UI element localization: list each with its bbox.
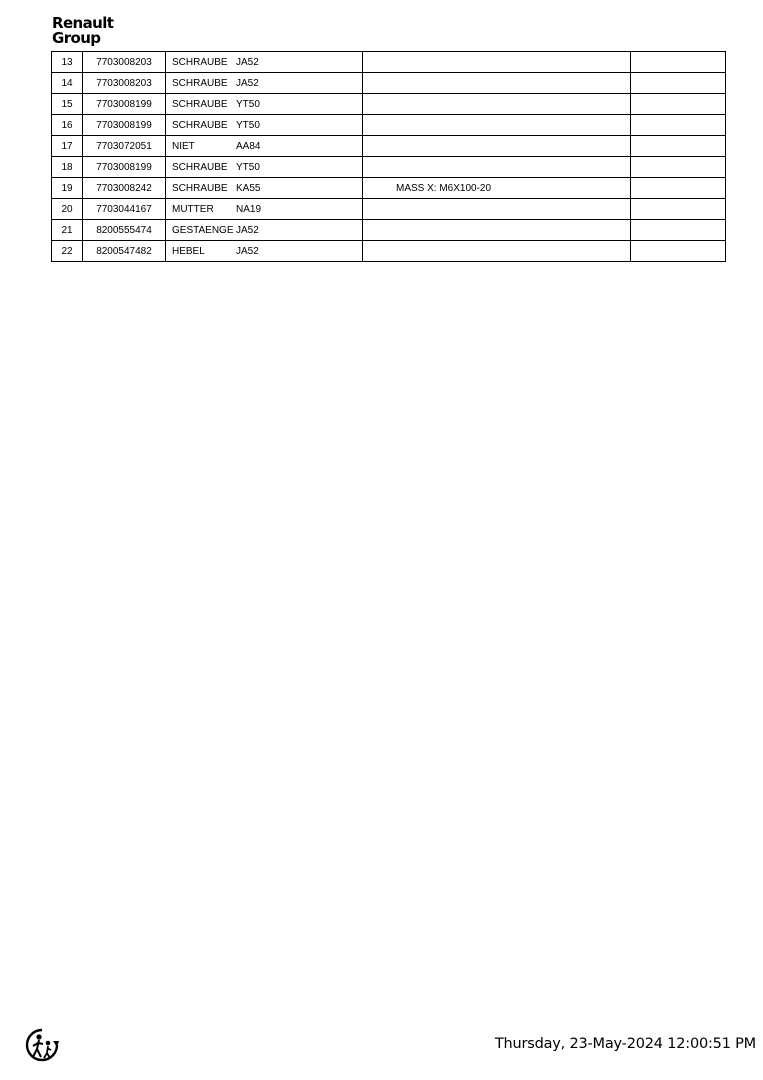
row-extra	[631, 199, 726, 220]
row-part-number: 7703008203	[83, 73, 166, 94]
row-description	[166, 241, 363, 262]
row-part-number: 7703008199	[83, 157, 166, 178]
row-part-code: YT50	[236, 161, 260, 173]
row-position: 17	[52, 136, 83, 157]
row-description	[166, 136, 363, 157]
table-row	[52, 115, 726, 136]
row-part-number: 7703008199	[83, 115, 166, 136]
row-part-code: JA52	[236, 245, 259, 257]
row-remark	[363, 199, 631, 220]
row-part-code: YT50	[236, 119, 260, 131]
row-description	[166, 199, 363, 220]
row-part-name: SCHRAUBE	[172, 119, 228, 131]
row-part-code: JA52	[236, 77, 259, 89]
row-position: 22	[52, 241, 83, 262]
renault-group-logo	[52, 16, 113, 46]
row-position: 21	[52, 220, 83, 241]
row-part-name: SCHRAUBE	[172, 161, 228, 173]
row-part-number: 7703008203	[83, 52, 166, 73]
row-remark-text: MASS X: M6X100-20	[396, 182, 492, 194]
row-part-number: 7703072051	[83, 136, 166, 157]
table-row	[52, 136, 726, 157]
row-remark	[363, 115, 631, 136]
table-row	[52, 241, 726, 262]
row-part-code: AA84	[236, 140, 261, 152]
row-position: 13	[52, 52, 83, 73]
row-description	[166, 220, 363, 241]
row-part-code: JA52	[236, 56, 259, 68]
row-extra	[631, 136, 726, 157]
row-part-name: SCHRAUBE	[172, 182, 228, 194]
row-position: 19	[52, 178, 83, 199]
row-description	[166, 73, 363, 94]
row-remark	[363, 136, 631, 157]
row-extra	[631, 73, 726, 94]
table-row	[52, 52, 726, 73]
row-part-number: 7703008242	[83, 178, 166, 199]
row-part-name: HEBEL	[172, 245, 205, 257]
table-row	[52, 94, 726, 115]
row-position: 15	[52, 94, 83, 115]
row-extra	[631, 178, 726, 199]
row-remark	[363, 73, 631, 94]
row-part-code: YT50	[236, 98, 260, 110]
row-remark	[363, 157, 631, 178]
row-extra	[631, 220, 726, 241]
row-position: 16	[52, 115, 83, 136]
table-row	[52, 178, 726, 199]
row-part-name: NIET	[172, 140, 195, 152]
row-description	[166, 115, 363, 136]
logo-line-2: Group	[52, 29, 101, 47]
row-description	[166, 178, 363, 199]
row-part-name: MUTTER	[172, 203, 214, 215]
row-part-name: SCHRAUBE	[172, 98, 228, 110]
row-remark	[363, 220, 631, 241]
row-description	[166, 157, 363, 178]
recycling-triman-icon	[24, 1028, 60, 1062]
row-extra	[631, 157, 726, 178]
table-row	[52, 220, 726, 241]
row-description	[166, 94, 363, 115]
row-extra	[631, 241, 726, 262]
row-part-name: SCHRAUBE	[172, 77, 228, 89]
row-part-number: 8200547482	[83, 241, 166, 262]
row-remark	[363, 94, 631, 115]
row-remark	[363, 178, 631, 199]
row-part-number: 8200555474	[83, 220, 166, 241]
parts-table-body	[52, 52, 726, 262]
row-remark	[363, 52, 631, 73]
parts-table	[51, 51, 726, 262]
row-part-number: 7703008199	[83, 94, 166, 115]
row-extra	[631, 52, 726, 73]
row-position: 18	[52, 157, 83, 178]
row-part-number: 7703044167	[83, 199, 166, 220]
row-part-code: NA19	[236, 203, 262, 215]
row-description	[166, 52, 363, 73]
table-row	[52, 73, 726, 94]
row-remark	[363, 241, 631, 262]
table-row	[52, 199, 726, 220]
print-datetime: Thursday, 23-May-2024 12:00:51 PM	[494, 1036, 756, 1052]
logo-line-1: Renault	[52, 14, 114, 32]
row-part-code: JA52	[236, 224, 259, 236]
row-part-code: KA55	[236, 182, 261, 194]
row-part-name: SCHRAUBE	[172, 56, 228, 68]
row-part-name: GESTAENGE	[172, 224, 234, 236]
table-row	[52, 157, 726, 178]
row-extra	[631, 115, 726, 136]
row-position: 20	[52, 199, 83, 220]
row-position: 14	[52, 73, 83, 94]
row-extra	[631, 94, 726, 115]
